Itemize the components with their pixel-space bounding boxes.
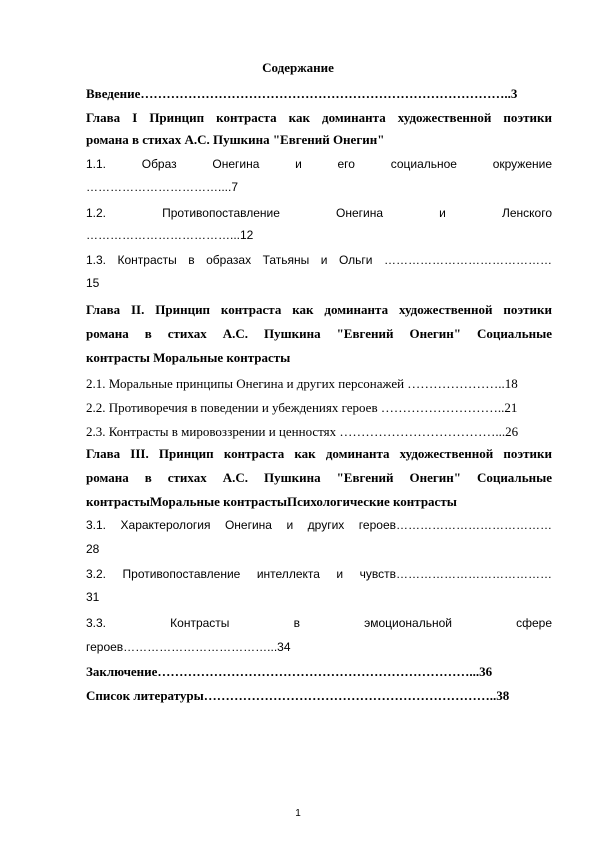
toc-entry: 3.2. Противопоставление интеллекта и чувств………………………………… — [86, 567, 552, 581]
toc-entry: ………………………………...12 — [86, 228, 254, 242]
toc-entry: героев………………………………...34 — [86, 640, 291, 654]
toc-entry: 1.2. Противопоставление Онегина и Ленского — [86, 206, 552, 220]
toc-entry: контрастыМоральные контрастыПсихологические контрасты — [86, 494, 457, 509]
toc-entry: 15 — [86, 276, 100, 290]
toc-entry: 2.2. Противоречия в поведении и убеждениях героев ………………………..21 — [86, 400, 518, 415]
toc-entry: 28 — [86, 542, 100, 556]
toc-entry: Введение…………………………………………………………………………..3 — [86, 86, 518, 101]
toc-entry: 1.3. Контрасты в образах Татьяны и Ольги …………………………………… — [86, 253, 552, 267]
toc-entry: 2.1. Моральные принципы Онегина и других персонажей …………………..18 — [86, 376, 518, 391]
toc-entry: Заключение………………………………………………………………...36 — [86, 664, 493, 679]
page-number: 1 — [295, 808, 301, 819]
page-title: Содержание — [262, 60, 334, 75]
toc-entry: 3.1. Характерология Онегина и других героев………………………………… — [86, 518, 552, 532]
toc-entry: романа в стихах А.С. Пушкина "Евгений Онегин" Социальные — [86, 326, 552, 341]
toc-entry: 31 — [86, 590, 100, 604]
toc-entry: ……………………………....7 — [86, 180, 239, 194]
toc-entry: Глава I Принцип контраста как доминанта художественной поэтики — [86, 110, 552, 125]
toc-entry: контрасты Моральные контрасты — [86, 350, 291, 365]
toc-entry: романа в стихах А.С. Пушкина "Евгений Онегин" — [86, 132, 385, 147]
toc-entry: 2.3. Контрасты в мировоззрении и ценностях ………………………………...26 — [86, 424, 519, 439]
toc-entry: 3.3. Контрасты в эмоциональной сфере — [86, 616, 552, 630]
toc-entry: романа в стихах А.С. Пушкина "Евгений Онегин" Социальные — [86, 470, 552, 485]
toc-entry: Глава II. Принцип контраста как доминанта художественной поэтики — [86, 302, 552, 317]
toc-entry: 1.1. Образ Онегина и его социальное окружение — [86, 157, 552, 171]
toc-entry: Глава III. Принцип контраста как доминанта художественной поэтики — [86, 446, 552, 461]
toc-entry: Список литературы…………………………………………………………..38 — [86, 688, 510, 703]
